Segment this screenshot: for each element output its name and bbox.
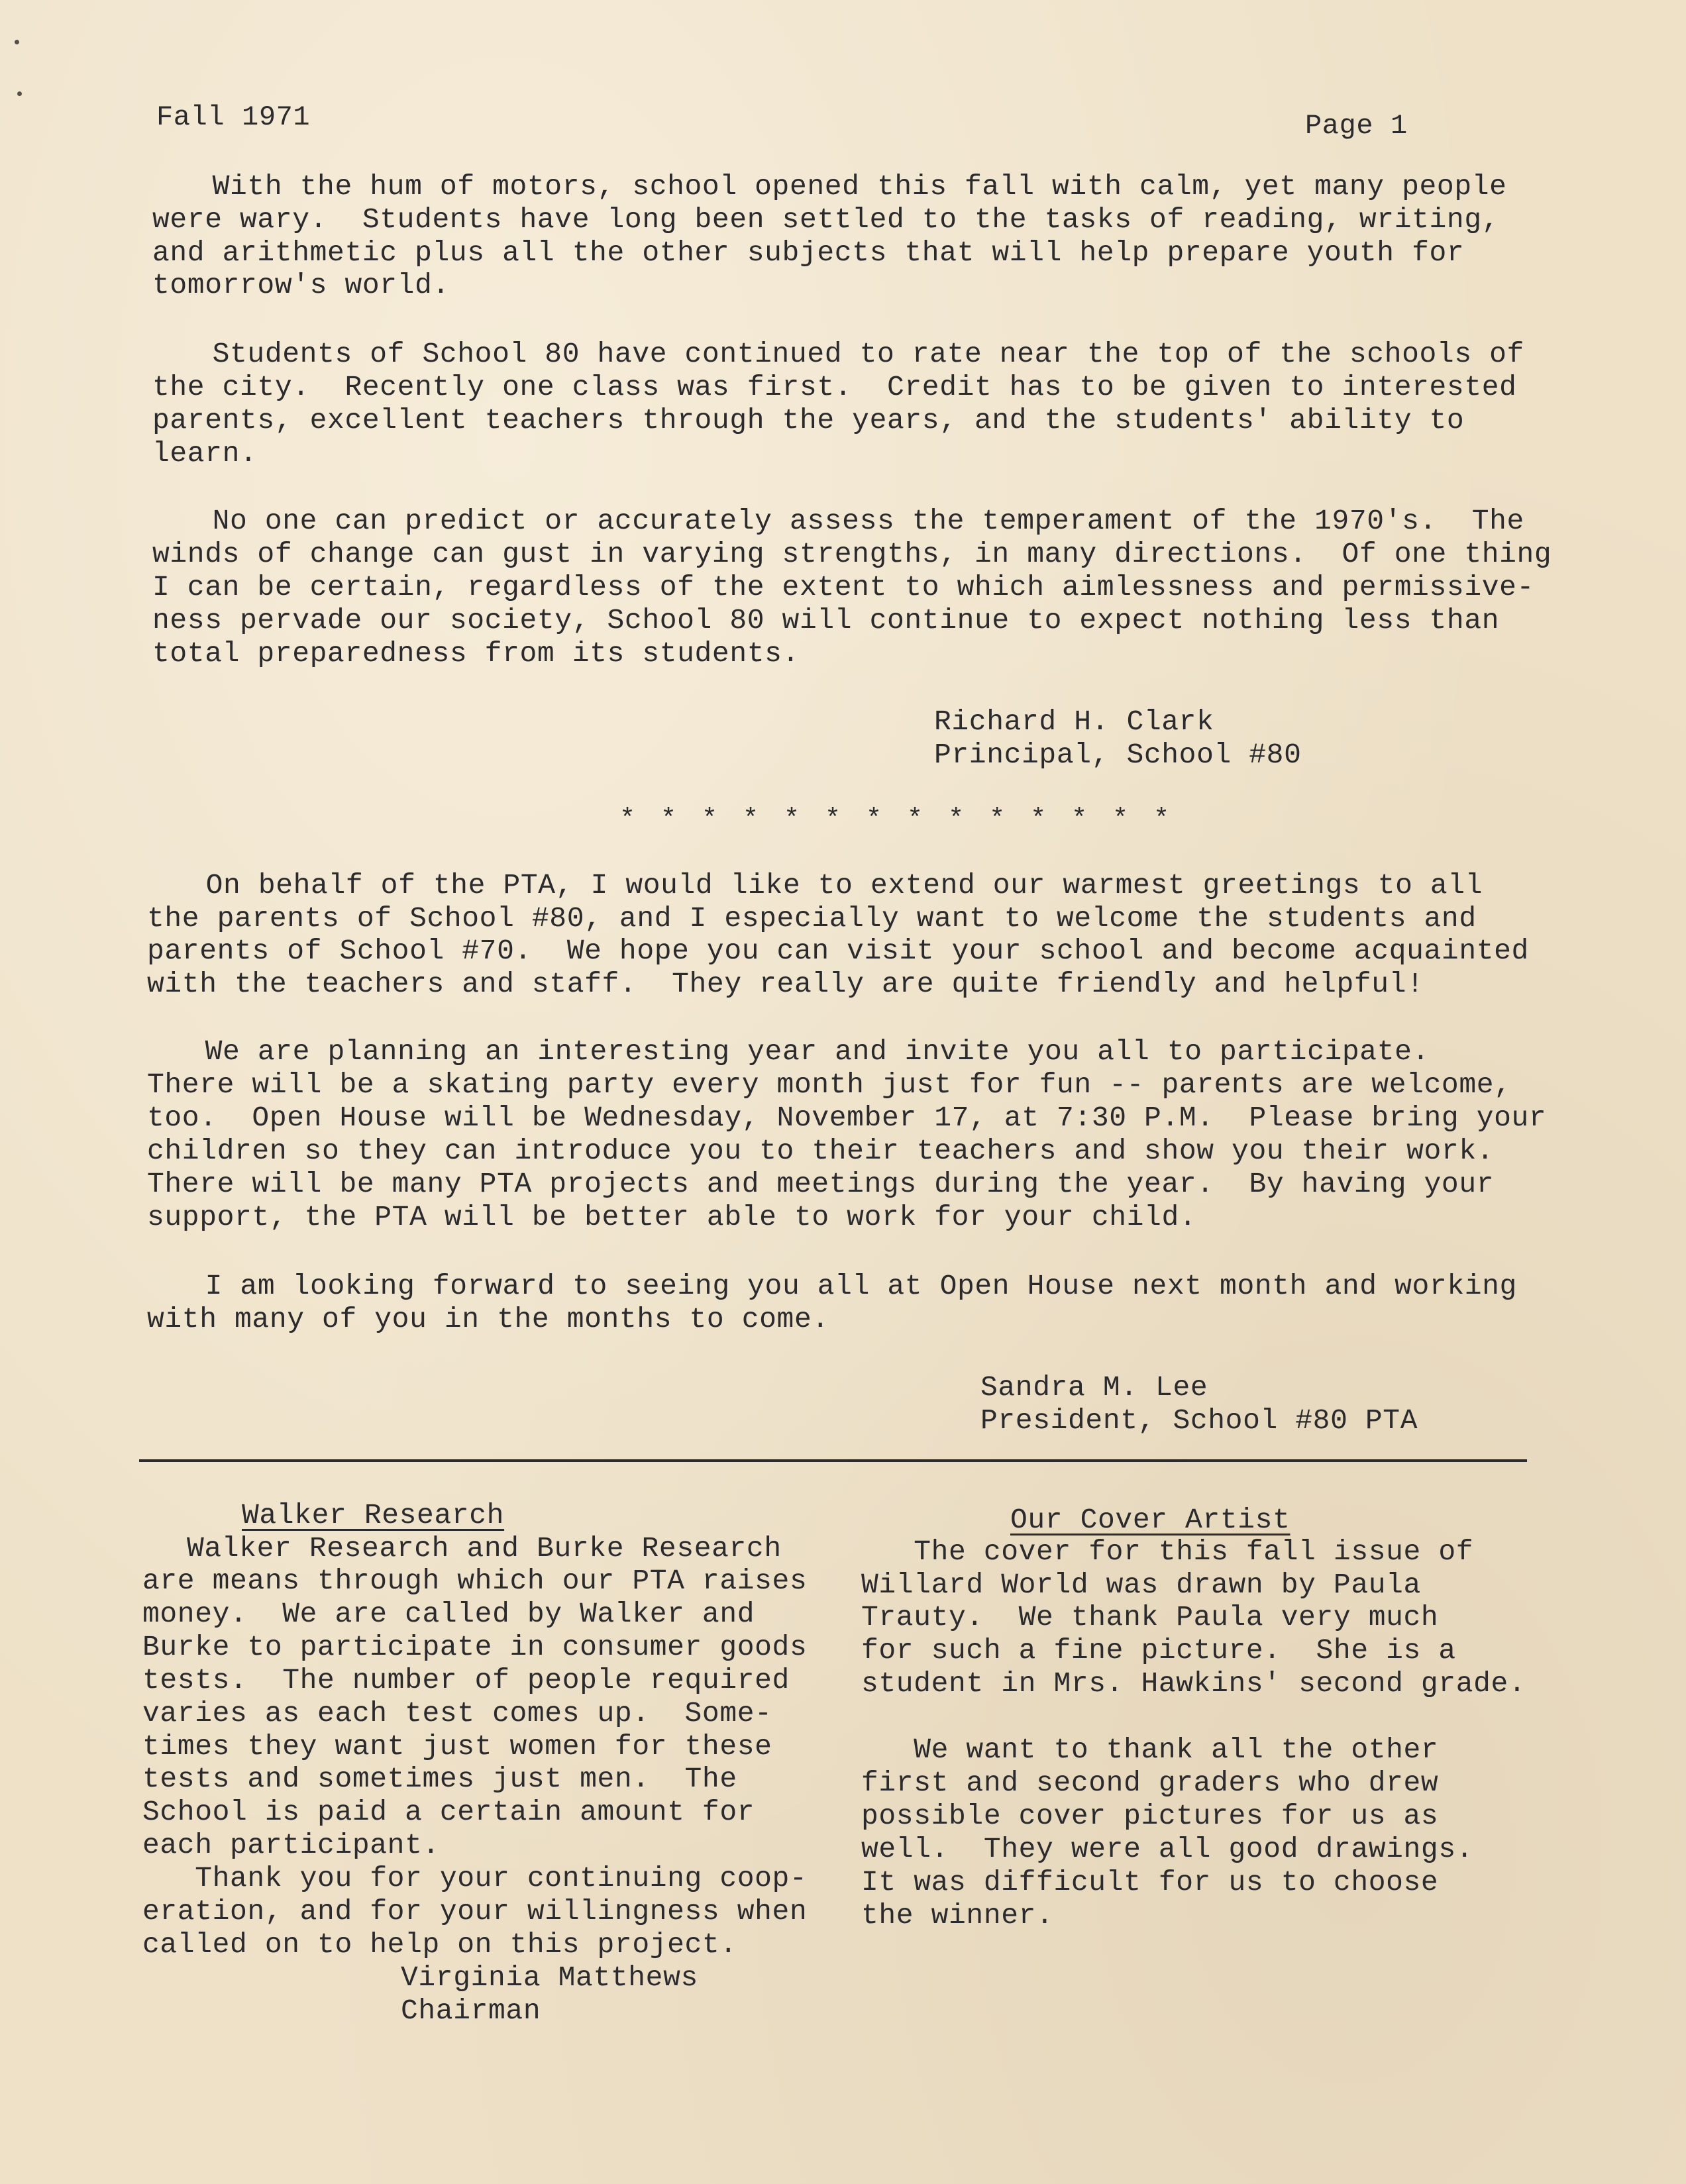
pta-p3-line-1: I am looking forward to seeing you all at Open House next month and working xyxy=(135,1270,1517,1302)
walker-heading: Walker Research xyxy=(242,1499,505,1532)
principal-p3-line-5: total preparedness from its students. xyxy=(152,637,800,670)
pta-p2-line-3: too. Open House will be Wednesday, November 17, at 7:30 P.M. Please bring your xyxy=(147,1102,1547,1134)
pta-p1-line-3: parents of School #70. We hope you can visit your school and become acquainted xyxy=(147,935,1529,967)
pta-p2-line-6: support, the PTA will be better able to work for your child. xyxy=(147,1201,1197,1233)
pta-p1-line-4: with the teachers and staff. They really are quite friendly and helpful! xyxy=(147,968,1424,1000)
pta-signature-name: Sandra M. Lee xyxy=(980,1371,1208,1404)
pta-p2-line-5: There will be many PTA projects and meetings during the year. By having your xyxy=(147,1168,1495,1200)
principal-p3-line-1: No one can predict or accurately assess the temperament of the 1970's. The xyxy=(142,505,1524,537)
star-separator: * * * * * * * * * * * * * * xyxy=(619,805,1175,835)
paper-speck xyxy=(15,40,19,44)
principal-p1-line-2: were wary. Students have long been settled to the tasks of reading, writing, xyxy=(152,203,1500,236)
cover-p1-line-2: Willard World was drawn by Paula xyxy=(861,1569,1421,1601)
walker-line-2: are means through which our PTA raises xyxy=(142,1565,808,1597)
pta-signature-title: President, School #80 PTA xyxy=(980,1404,1418,1437)
walker-line-12: eration, and for your willingness when xyxy=(142,1895,808,1928)
principal-p1-line-3: and arithmetic plus all the other subjects that will help prepare youth for xyxy=(152,236,1465,269)
principal-p2-line-2: the city. Recently one class was first. Credit has to be given to interested xyxy=(152,371,1517,403)
cover-p1-line-5: student in Mrs. Hawkins' second grade. xyxy=(861,1667,1526,1700)
pta-p2-line-1: We are planning an interesting year and invite you all to participate. xyxy=(135,1035,1430,1068)
principal-p3-line-4: ness pervade our society, School 80 will continue to expect nothing less than xyxy=(152,604,1500,637)
walker-line-9: School is paid a certain amount for xyxy=(142,1796,755,1828)
walker-signature-name: Virginia Matthews xyxy=(401,1961,698,1994)
walker-line-4: Burke to participate in consumer goods xyxy=(142,1631,808,1663)
principal-signature-title: Principal, School #80 xyxy=(934,739,1302,771)
issue-label: Fall 1971 xyxy=(156,101,311,133)
principal-p2-line-1: Students of School 80 have continued to rate near the top of the schools of xyxy=(142,338,1524,370)
cover-p2-line-2: first and second graders who drew xyxy=(861,1767,1439,1799)
pta-p1-line-2: the parents of School #80, and I especially want to welcome the students and xyxy=(147,902,1477,935)
walker-line-3: money. We are called by Walker and xyxy=(142,1598,755,1630)
principal-p1-line-1: With the hum of motors, school opened this fall with calm, yet many people xyxy=(142,170,1507,203)
pta-p1-line-1: On behalf of the PTA, I would like to extend our warmest greetings to all xyxy=(136,869,1483,902)
walker-signature-title: Chairman xyxy=(401,1995,541,2027)
paper-speck xyxy=(17,91,22,96)
walker-line-7: times they want just women for these xyxy=(142,1730,772,1763)
walker-line-10: each participant. xyxy=(142,1829,440,1861)
cover-p1-line-4: for such a fine picture. She is a xyxy=(861,1634,1456,1667)
walker-line-1: Walker Research and Burke Research xyxy=(187,1532,782,1565)
walker-line-13: called on to help on this project. xyxy=(142,1928,737,1961)
cover-p2-line-1: We want to thank all the other xyxy=(861,1734,1439,1766)
principal-p3-line-2: winds of change can gust in varying strengths, in many directions. Of one thing xyxy=(152,538,1552,570)
cover-p1-line-3: Trauty. We thank Paula very much xyxy=(861,1601,1439,1634)
principal-p1-line-4: tomorrow's world. xyxy=(152,269,450,301)
cover-p2-line-5: It was difficult for us to choose xyxy=(861,1866,1439,1898)
pta-p2-line-2: There will be a skating party every month just for fun -- parents are welcome, xyxy=(147,1068,1512,1101)
pta-p3-line-2: with many of you in the months to come. xyxy=(147,1303,829,1335)
principal-p2-line-4: learn. xyxy=(152,437,258,470)
cover-p2-line-4: well. They were all good drawings. xyxy=(861,1833,1474,1865)
page-number: Page 1 xyxy=(1305,110,1408,142)
principal-signature-name: Richard H. Clark xyxy=(934,705,1214,738)
principal-p3-line-3: I can be certain, regardless of the extent to which aimlessness and permissive- xyxy=(152,571,1534,603)
section-divider xyxy=(139,1459,1527,1462)
walker-line-8: tests and sometimes just men. The xyxy=(142,1763,737,1795)
cover-p1-line-1: The cover for this fall issue of xyxy=(861,1535,1474,1568)
pta-p2-line-4: children so they can introduce you to their teachers and show you their work. xyxy=(147,1135,1495,1167)
walker-line-5: tests. The number of people required xyxy=(142,1664,790,1696)
principal-p2-line-3: parents, excellent teachers through the years, and the students' ability to xyxy=(152,404,1465,437)
walker-line-11: Thank you for your continuing coop- xyxy=(142,1862,808,1895)
walker-line-6: varies as each test comes up. Some- xyxy=(142,1697,772,1730)
cover-artist-heading: Our Cover Artist xyxy=(1010,1504,1291,1536)
cover-p2-line-3: possible cover pictures for us as xyxy=(861,1800,1439,1832)
cover-p2-line-6: the winner. xyxy=(861,1899,1054,1932)
